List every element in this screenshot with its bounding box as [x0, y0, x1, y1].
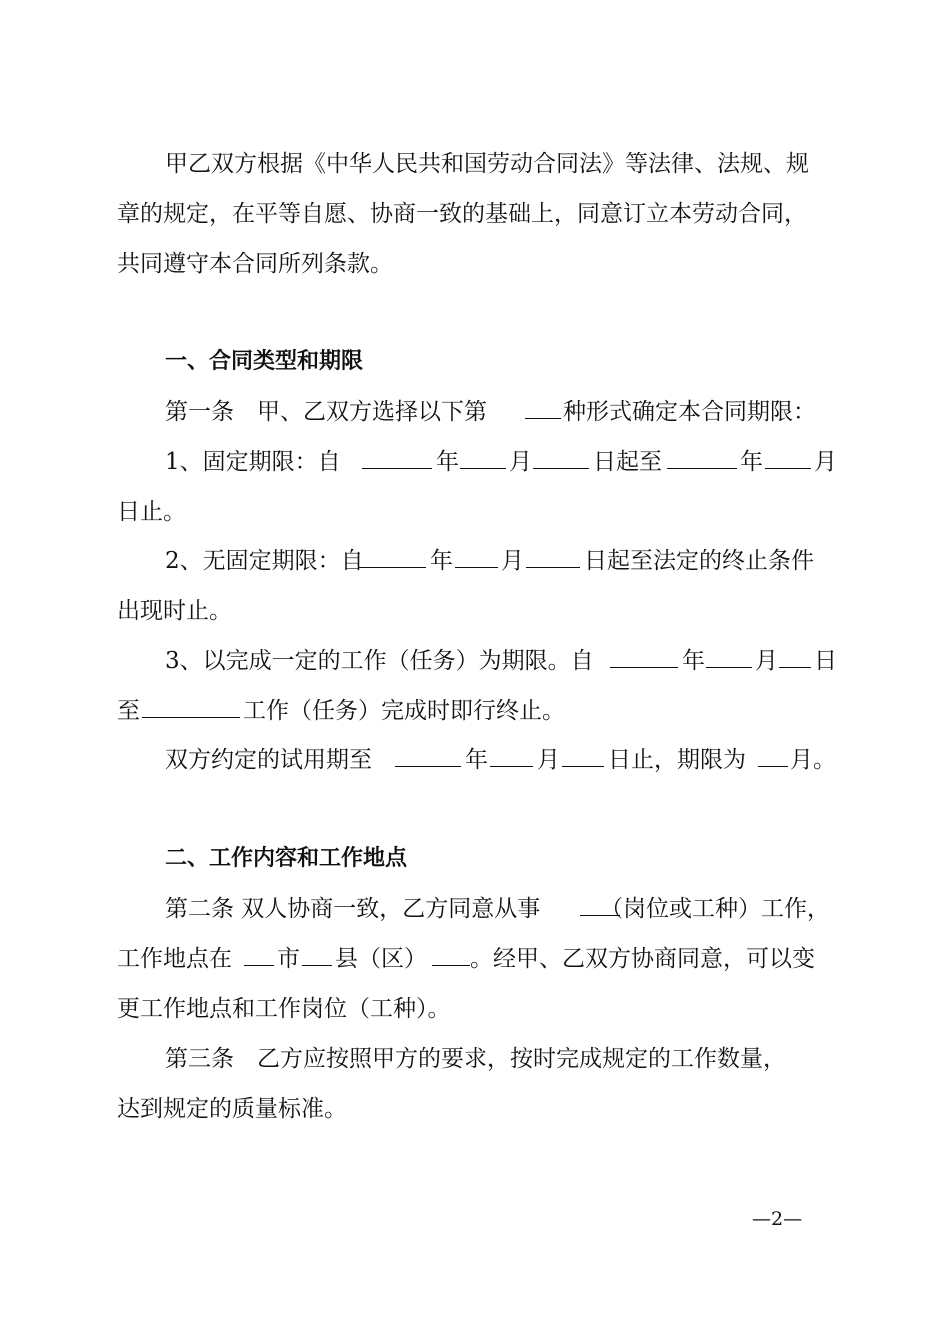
item-1-line-2: 日止。	[117, 499, 186, 525]
intro-line-1: 甲乙双方根据《中华人民共和国劳动合同法》等法律、法规、规	[165, 151, 809, 177]
article-2-line-2: 工作地点在 市 县（区） 。经甲、乙双方协商同意，可以变	[0, 941, 950, 977]
section-1-heading: 一、合同类型和期限	[165, 349, 364, 374]
open-start-year-blank[interactable]	[358, 543, 426, 568]
probation-length-blank[interactable]	[758, 742, 788, 767]
fixed-end-year-blank[interactable]	[667, 444, 737, 469]
probation-line: 双方约定的试用期至 年 月 日止，期限为 月。	[0, 742, 950, 778]
article-3-line: 第三条 乙方应按照甲方的要求，按时完成规定的工作数量，	[165, 1046, 786, 1072]
form-type-blank[interactable]	[525, 394, 561, 419]
task-start-year-blank[interactable]	[610, 643, 678, 668]
item-2-line: 2、无固定期限：自 年 月 日起至法定的终止条件	[0, 543, 950, 579]
article-1-line: 第一条 甲、乙双方选择以下第 种形式确定本合同期限：	[0, 394, 950, 430]
probation-month-blank[interactable]	[490, 742, 533, 767]
city-blank[interactable]	[244, 941, 274, 966]
task-start-month-blank[interactable]	[706, 643, 752, 668]
article-2-line: 第二条 双人协商一致，乙方同意从事 （岗位或工种）工作，	[0, 891, 950, 927]
page-number: —2—	[752, 1208, 803, 1230]
fixed-end-month-blank[interactable]	[765, 444, 811, 469]
item-2-line-2: 出现时止。	[117, 598, 232, 624]
intro-line-2: 章的规定，在平等自愿、协商一致的基础上，同意订立本劳动合同，	[117, 201, 807, 227]
open-start-day-blank[interactable]	[526, 543, 580, 568]
section-2-heading: 二、工作内容和工作地点	[165, 846, 408, 871]
task-name-blank[interactable]	[142, 693, 240, 718]
probation-day-blank[interactable]	[562, 742, 604, 767]
item-3-line: 3、以完成一定的工作（任务）为期限。自 年 月 日	[0, 643, 950, 679]
task-start-day-blank[interactable]	[779, 643, 811, 668]
fixed-start-year-blank[interactable]	[362, 444, 432, 469]
location-detail-blank[interactable]	[432, 941, 470, 966]
fixed-start-month-blank[interactable]	[460, 444, 506, 469]
open-start-month-blank[interactable]	[455, 543, 498, 568]
article-3-line-2: 达到规定的质量标准。	[117, 1096, 347, 1122]
county-blank[interactable]	[302, 941, 332, 966]
article-2-line-3: 更工作地点和工作岗位（工种）。	[117, 996, 451, 1022]
intro-line-3: 共同遵守本合同所列条款。	[117, 251, 393, 277]
item-1-line: 1、固定期限：自 年 月 日起至 年 月	[0, 444, 950, 480]
item-3-line-2: 至 工作（任务）完成时即行终止。	[0, 693, 950, 729]
probation-year-blank[interactable]	[395, 742, 461, 767]
fixed-start-day-blank[interactable]	[533, 444, 589, 469]
